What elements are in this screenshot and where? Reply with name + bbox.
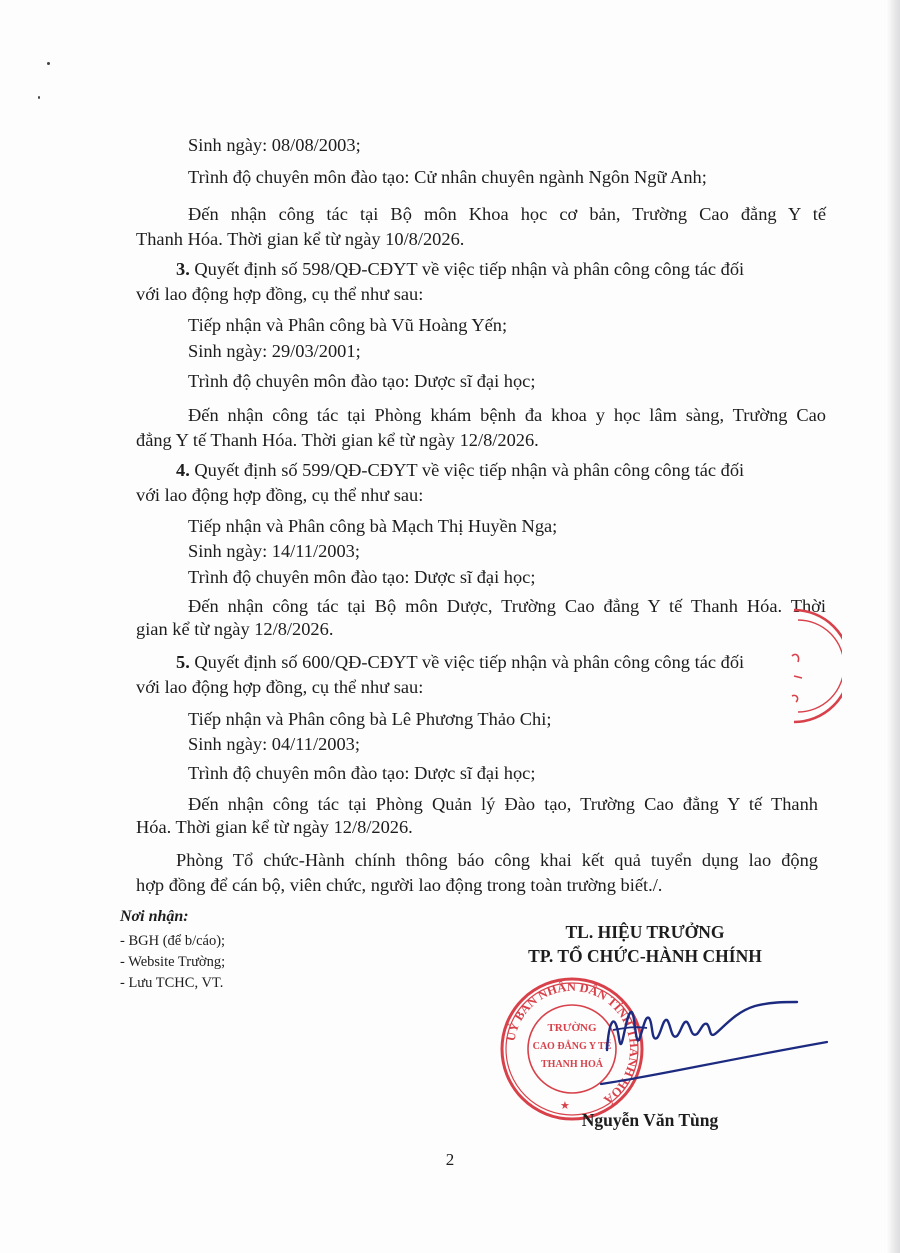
page-number: 2 (445, 1150, 455, 1169)
text-line: đẳng Y tế Thanh Hóa. Thời gian kể từ ngày 12/8/2026. (136, 430, 539, 450)
text-line: với lao động hợp đồng, cụ thể như sau: (136, 677, 424, 697)
svg-text:UỶ BAN NHÂN DÂN TỈNH THANH HOÁ: UỶ BAN NHÂN DÂN TỈNH THANH HOÁ (503, 979, 642, 1108)
text-line: gian kể từ ngày 12/8/2026. (136, 619, 334, 639)
svg-text:CAO ĐẲNG Y TẾ: CAO ĐẲNG Y TẾ (532, 1041, 612, 1052)
text-line: Sinh ngày: 04/11/2003; (188, 734, 360, 754)
signer-name: Nguyễn Văn Tùng (581, 1110, 719, 1130)
scan-speck (47, 62, 50, 65)
section-3-heading: 3. Quyết định số 598/QĐ-CĐYT về việc tiếp nhận và phân công công tác đối (176, 259, 745, 279)
text-line: Đến nhận công tác tại Phòng khám bệnh đa khoa y học lâm sàng, Trường Cao (188, 405, 826, 425)
text-line: Hóa. Thời gian kể từ ngày 12/8/2026. (136, 817, 413, 837)
text-line: Đến nhận công tác tại Bộ môn Khoa học cơ bản, Trường Cao đẳng Y tế (188, 204, 826, 224)
handwritten-signature-icon (595, 990, 835, 1090)
svg-text:TRƯỜNG: TRƯỜNG (547, 1022, 597, 1034)
recipient-item: - Lưu TCHC, VT. (120, 975, 224, 991)
section-number: 3. (176, 259, 190, 279)
signature-authority: TL. HIỆU TRƯỞNG (565, 922, 725, 942)
text-line: Thanh Hóa. Thời gian kể từ ngày 10/8/2026. (136, 229, 465, 249)
text-line: Sinh ngày: 08/08/2003; (188, 135, 361, 155)
closing-line: hợp đồng để cán bộ, viên chức, người lao động trong toàn trường biết./. (136, 875, 663, 895)
text-line: với lao động hợp đồng, cụ thể như sau: (136, 284, 424, 304)
text-line: với lao động hợp đồng, cụ thể như sau: (136, 485, 424, 505)
scan-speck (38, 96, 40, 99)
section-number: 4. (176, 460, 190, 480)
text-line: Tiếp nhận và Phân công bà Mạch Thị Huyền Nga; (188, 516, 558, 536)
text-line: Trình độ chuyên môn đào tạo: Cử nhân chuyên ngành Ngôn Ngữ Anh; (188, 167, 707, 187)
recipients-title: Nơi nhận: (120, 908, 189, 925)
text-line: Sinh ngày: 29/03/2001; (188, 341, 361, 361)
svg-text:★: ★ (560, 1100, 570, 1112)
text-line: Sinh ngày: 14/11/2003; (188, 541, 360, 561)
recipient-item: - BGH (để b/cáo); (120, 933, 226, 949)
svg-text:THANH HOÁ: THANH HOÁ (541, 1059, 603, 1070)
section-4-heading: 4. Quyết định số 599/QĐ-CĐYT về việc tiếp nhận và phân công công tác đối (176, 460, 745, 480)
text-line: Tiếp nhận và Phân công bà Vũ Hoàng Yến; (188, 315, 508, 335)
text-line: Trình độ chuyên môn đào tạo: Dược sĩ đại học; (188, 371, 536, 391)
overlap-seal-icon (782, 606, 842, 726)
section-number: 5. (176, 652, 190, 672)
section-5-heading: 5. Quyết định số 600/QĐ-CĐYT về việc tiếp nhận và phân công công tác đối (176, 652, 745, 672)
closing-line: Phòng Tổ chức-Hành chính thông báo công khai kết quả tuyển dụng lao động (176, 850, 818, 870)
text-line: Đến nhận công tác tại Phòng Quản lý Đào tạo, Trường Cao đẳng Y tế Thanh (188, 794, 818, 814)
recipient-item: - Website Trường; (120, 954, 226, 970)
text-line: Đến nhận công tác tại Bộ môn Dược, Trường Cao đẳng Y tế Thanh Hóa. Thời (188, 596, 826, 616)
text-line: Trình độ chuyên môn đào tạo: Dược sĩ đại học; (188, 763, 536, 783)
signature-position: TP. TỔ CHỨC-HÀNH CHÍNH (528, 946, 762, 966)
text-line: Tiếp nhận và Phân công bà Lê Phương Thảo Chi; (188, 709, 552, 729)
text-line: Trình độ chuyên môn đào tạo: Dược sĩ đại học; (188, 567, 536, 587)
page-edge-shadow (886, 0, 900, 1253)
